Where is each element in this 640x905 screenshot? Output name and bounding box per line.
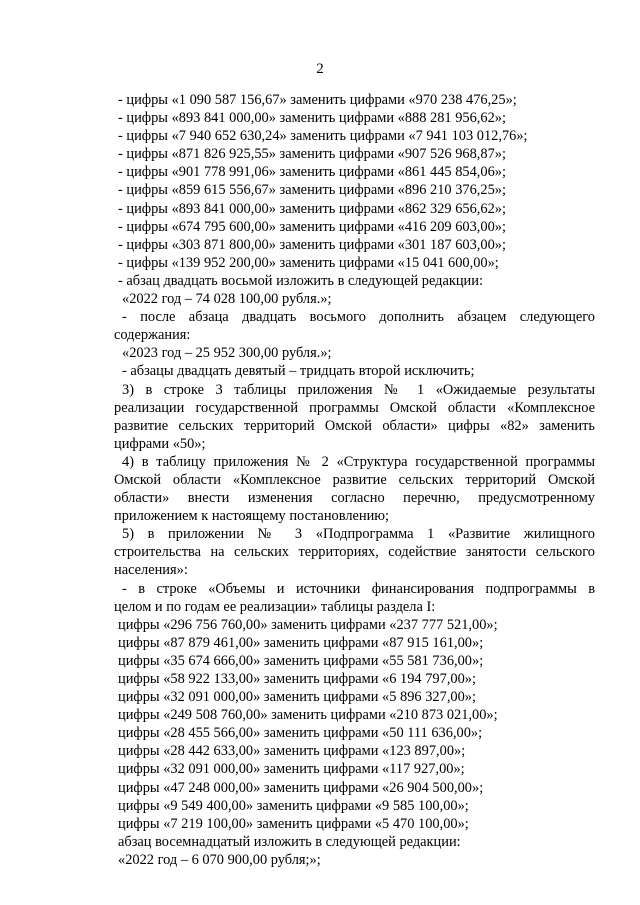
text-line: абзац восемнадцатый изложить в следующей редакции: [118, 833, 461, 850]
text-line: области» внести изменения согласно перечню, предусмотренному [114, 490, 595, 507]
text-line: цифры «249 508 760,00» заменить цифрами «210 873 021,00»; [118, 707, 498, 724]
text-line: - после абзаца двадцать восьмого дополнить абзацем следующего [122, 309, 595, 326]
text-line: цифры «47 248 000,00» заменить цифрами «26 904 500,00»; [118, 779, 484, 796]
text-line: строительства на сельских территориях, содействие занятости сельского [114, 544, 595, 561]
page-number: 2 [316, 61, 324, 77]
text-line: развитие сельских территорий Омской области» цифры «82» заменить [114, 417, 595, 434]
text-line: - цифры «7 940 652 630,24» заменить цифрами «7 941 103 012,76»; [118, 128, 528, 145]
text-line: цифры «32 091 000,00» заменить цифрами «117 927,00»; [118, 761, 465, 778]
text-line: цифры «28 455 566,00» заменить цифрами «50 111 636,00»; [118, 725, 483, 742]
text-line: - абзацы двадцать девятый – тридцать второй исключить; [122, 363, 475, 380]
text-line: «2022 год – 74 028 100,00 рубля.»; [122, 291, 332, 308]
text-line: приложением к настоящему постановлению; [114, 508, 390, 525]
text-line: - цифры «859 615 556,67» заменить цифрами «896 210 376,25»; [118, 182, 506, 199]
document-body [114, 91, 595, 869]
text-line: цифрами «50»; [114, 435, 206, 452]
text-line: - цифры «139 952 200,00» заменить цифрами «15 041 600,00»; [118, 254, 499, 271]
text-line: цифры «58 922 133,00» заменить цифрами «6 194 797,00»; [118, 671, 476, 687]
text-line: - цифры «893 841 000,00» заменить цифрами «888 281 956,62»; [118, 110, 506, 127]
text-line: содержания: [114, 327, 191, 344]
text-line: 4) в таблицу приложения № 2 «Структура государственной программы [122, 453, 595, 470]
text-line: цифры «28 442 633,00» заменить цифрами «123 897,00»; [118, 743, 466, 760]
text-line: - цифры «303 871 800,00» заменить цифрами «301 187 603,00»; [118, 236, 506, 253]
text-line: - цифры «871 826 925,55» заменить цифрами «907 526 968,87»; [118, 146, 506, 163]
text-line: - в строке «Объемы и источники финансирования подпрограммы в [122, 580, 595, 597]
text-line: - цифры «893 841 000,00» заменить цифрами «862 329 656,62»; [118, 200, 506, 217]
text-line: - цифры «901 778 991,06» заменить цифрами «861 445 854,06»; [118, 164, 506, 181]
text-line: цифры «87 879 461,00» заменить цифрами «87 915 161,00»; [118, 634, 484, 651]
text-line: 5) в приложении № 3 «Подпрограмма 1 «Развитие жилищного [122, 526, 595, 543]
text-line: реализации государственной программы Омской области «Комплексное [114, 399, 595, 416]
text-line: цифры «32 091 000,00» заменить цифрами «5 896 327,00»; [118, 689, 476, 706]
text-line: цифры «35 674 666,00» заменить цифрами «55 581 736,00»; [118, 652, 484, 669]
text-line: цифры «296 756 760,00» заменить цифрами «237 777 521,00»; [118, 616, 498, 633]
text-line: Омской области «Комплексное развитие сельских территорий Омской [114, 471, 595, 488]
text-line: населения»: [114, 562, 188, 579]
text-line: целом и по годам ее реализации» таблицы раздела I: [114, 598, 436, 615]
text-line: 3) в строке 3 таблицы приложения № 1 «Ожидаемые результаты [122, 381, 595, 398]
text-line: - абзац двадцать восьмой изложить в следующей редакции: [118, 272, 483, 289]
text-line: - цифры «1 090 587 156,67» заменить цифрами «970 238 476,25»; [118, 92, 517, 108]
text-line: «2022 год – 6 070 900,00 рубля;»; [118, 851, 321, 868]
text-line: - цифры «674 795 600,00» заменить цифрами «416 209 603,00»; [118, 218, 506, 235]
text-line: цифры «9 549 400,00» заменить цифрами «9 585 100,00»; [118, 797, 469, 814]
text-line: цифры «7 219 100,00» заменить цифрами «5 470 100,00»; [118, 815, 469, 832]
text-line: «2023 год – 25 952 300,00 рубля.»; [122, 345, 332, 362]
